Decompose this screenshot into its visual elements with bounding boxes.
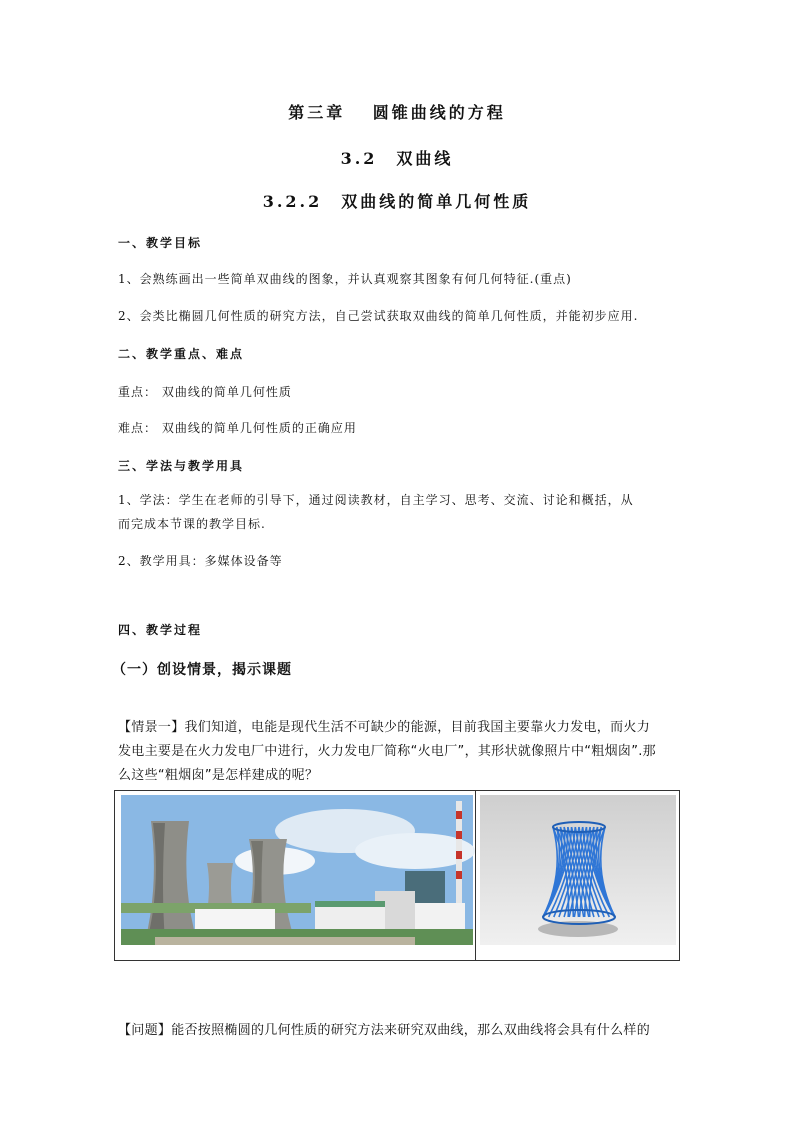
hyperboloid-model-image	[476, 791, 679, 960]
methods-heading: 三、学法与教学用具	[118, 459, 245, 473]
subsection-title: 3.2.2 双曲线的简单几何性质	[262, 192, 532, 211]
process-sub-heading: （一）创设情景，揭示课题	[112, 662, 292, 678]
scene-line-3: 么这些“粗烟囱”是怎样建成的呢？	[118, 768, 319, 783]
key-points-heading: 二、教学重点、难点	[118, 347, 245, 361]
objectives-heading: 一、教学目标	[118, 236, 203, 250]
difficulty-text: 难点： 双曲线的简单几何性质的正确应用	[118, 421, 357, 435]
question-line-1: 【问题】能否按照椭圆的几何性质的研究方法来研究双曲线，那么双曲线将会具有什么样的	[118, 1023, 651, 1038]
section-title: 3.2 双曲线	[340, 149, 454, 168]
objective-item-2: 2、会类比椭圆几何性质的研究方法，自己尝试获取双曲线的简单几何性质，并能初步应用.	[118, 309, 639, 323]
objective-item-1: 1、会熟练画出一些简单双曲线的图象，并认真观察其图象有何几何特征.(重点)	[118, 272, 572, 286]
power-plant-image	[115, 791, 475, 960]
methods-item-1-line-2: 而完成本节课的教学目标.	[118, 517, 266, 531]
hyperboloid-model-photo	[476, 791, 679, 960]
methods-item-2: 2、教学用具：多媒体设备等	[118, 554, 283, 568]
focus-text: 重点： 双曲线的简单几何性质	[118, 385, 292, 399]
chapter-title: 第三章 圆锥曲线的方程	[288, 103, 506, 122]
process-heading: 四、教学过程	[118, 623, 203, 637]
scene-line-1: 【情景一】我们知道，电能是现代生活不可缺少的能源，目前我国主要靠火力发电，而火力	[118, 720, 651, 735]
scene-line-2: 发电主要是在火力发电厂中进行，火力发电厂简称“火电厂”，其形状就像照片中“粗烟囱”.那	[118, 744, 656, 759]
photo-table	[114, 790, 680, 961]
power-plant-photo	[115, 791, 476, 960]
methods-item-1-line-1: 1、学法：学生在老师的引导下，通过阅读教材，自主学习、思考、交流、讨论和概括，从	[118, 493, 634, 507]
